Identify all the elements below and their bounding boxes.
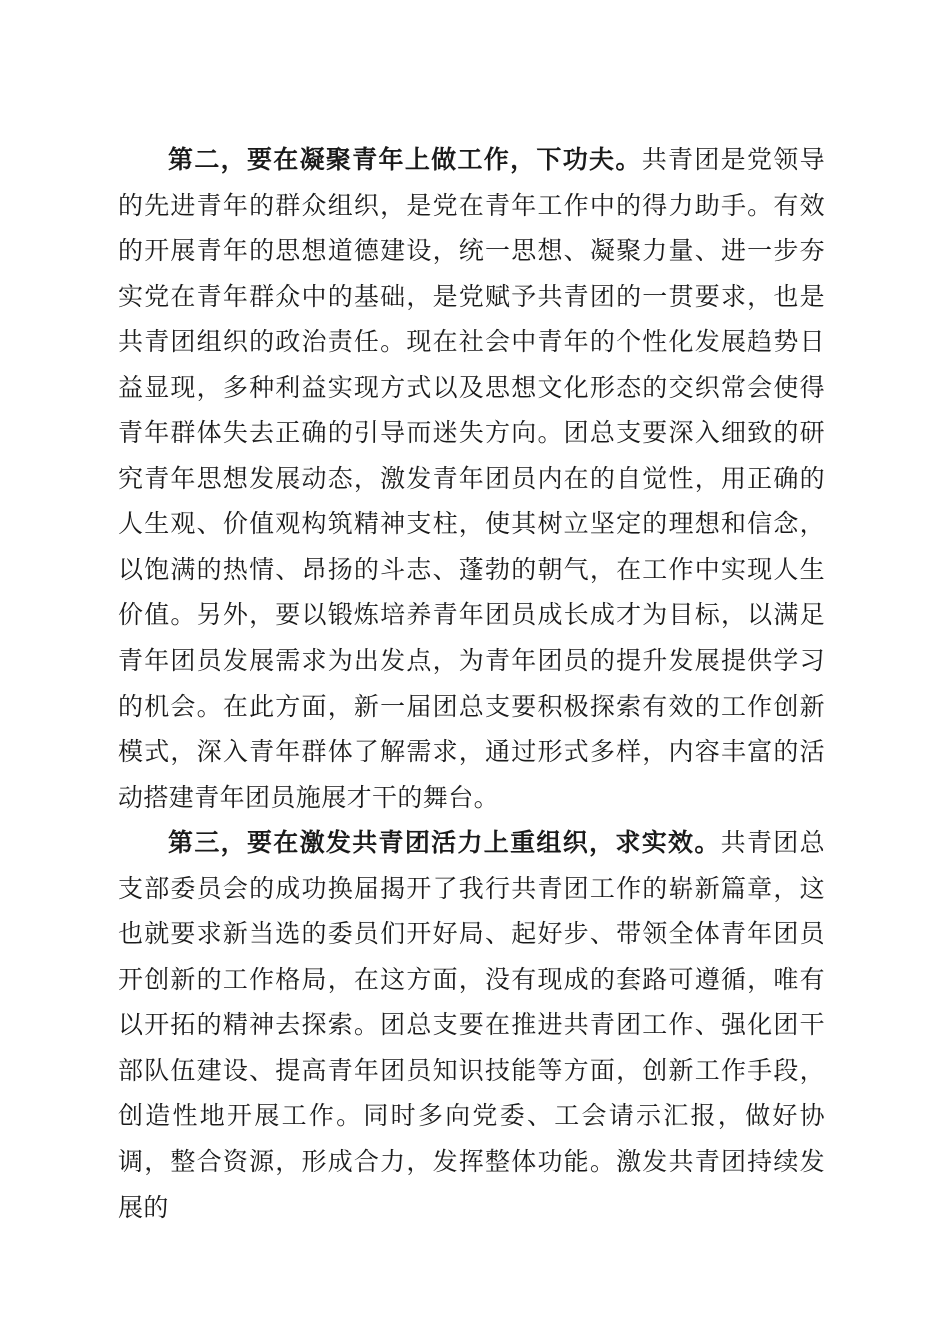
paragraph-body-text: 共青团总支部委员会的成功换届揭开了我行共青团工作的崭新篇章，这也就要求新当选的委员们开好局、起好步、带领全体青年团员开创新的工作格局，在这方面，没有现成的套路可遵循，唯有以开拓的精神去探索。团总支要在推进共青团工作、强化团干部队伍建设、提高青年团员知识技能等方面，创新工作手段，创造性地开展工作。同时多向党委、工会请示汇报，做好协调，整合资源，形成合力，发挥整体功能。激发共青团持续发展的 [118,828,825,1222]
paragraph-lead-heading: 第二，要在凝聚青年上做工作，下功夫。 [168,145,642,174]
paragraph-body-text: 共青团是党领导的先进青年的群众组织，是党在青年工作中的得力助手。有效的开展青年的思想道德建设，统一思想、凝聚力量、进一步夯实党在青年群众中的基础，是党赋予共青团的一贯要求，也是共青团组织的政治责任。现在社会中青年的个性化发展趋势日益显现，多种利益实现方式以及思想文化形态的交织常会使得青年群体失去正确的引导而迷失方向。团总支要深入细致的研究青年思想发展动态，激发青年团员内在的自觉性，用正确的人生观、价值观构筑精神支柱，使其树立坚定的理想和信念，以饱满的热情、昂扬的斗志、蓬勃的朝气，在工作中实现人生价值。另外，要以锻炼培养青年团员成长成才为目标，以满足青年团员发展需求为出发点，为青年团员的提升发展提供学习的机会。在此方面，新一届团总支要积极探索有效的工作创新模式，深入青年群体了解需求，通过形式多样，内容丰富的活动搭建青年团员施展才干的舞台。 [118,145,825,812]
document-body [118,137,825,1230]
paragraph-second-point [118,137,825,820]
paragraph-lead-heading: 第三，要在激发共青团活力上重组织，求实效。 [168,828,721,858]
paragraph-third-point [118,820,825,1230]
